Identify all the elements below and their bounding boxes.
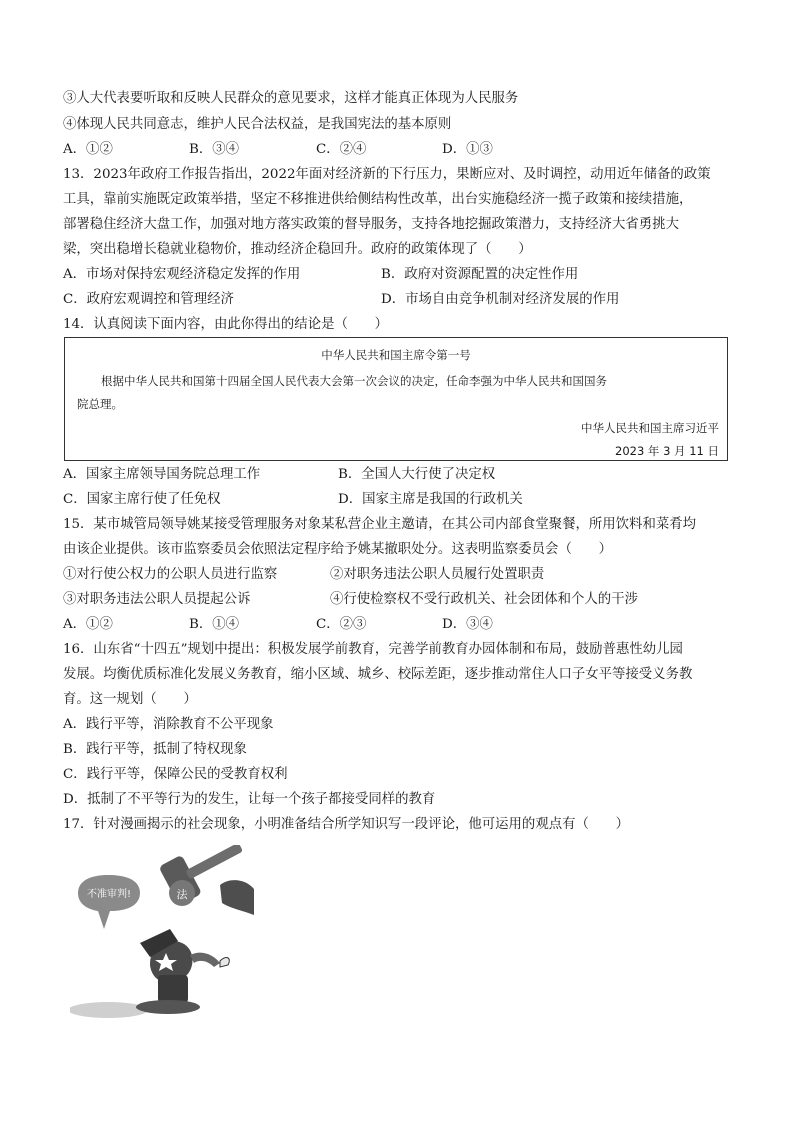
q15-option-d: D．③④ [442, 617, 493, 632]
q15-item-4: ④行使检察权不受行政机关、社会团体和个人的干涉 [330, 592, 638, 607]
q15-stem-line: 15．某市城管局领导姚某接受管理服务对象某私营企业主邀请，在其公司内部食堂聚餐，所用饮料和菜肴均 [63, 517, 697, 532]
q13-option-a: A．市场对保持宏观经济稳定发挥的作用 [63, 267, 301, 282]
decree-date: 2023 年 3 月 11 日 [615, 444, 719, 458]
q13-option-d: D．市场自由竞争机制对经济发展的作用 [381, 292, 620, 307]
cartoon-illustration [70, 845, 255, 1020]
q16-option-c: C．践行平等，保障公民的受教育权利 [63, 767, 288, 782]
speech-bubble-text: 不准审判! [86, 889, 132, 900]
q14-stem: 14．认真阅读下面内容，由此你得出的结论是（ ） [63, 317, 389, 332]
q13-option-b: B．政府对资源配置的决定性作用 [381, 267, 579, 282]
q15-option-c: C．②③ [316, 617, 367, 632]
decree-signer: 中华人民共和国主席习近平 [581, 421, 719, 435]
q13-stem-line: 13．2023年政府工作报告指出，2022年面对经济新的下行压力，果断应对、及时调控，动用近年储备的政策 [63, 167, 711, 182]
q16-option-d: D．抵制了不平等行为的发生，让每一个孩子都接受同样的教育 [63, 792, 436, 807]
q12-option-d: D．①③ [442, 142, 493, 157]
q13-stem-line: 部署稳住经济大盘工作，加强对地方落实政策的督导服务，支持各地挖掘政策潜力，支持经济大省勇挑大 [63, 217, 679, 232]
q14-option-a: A．国家主席领导国务院总理工作 [63, 467, 261, 482]
q15-item-2: ②对职务违法公职人员履行处置职责 [330, 567, 545, 582]
q15-stem-line: 由该企业提供。该市监察委员会依照法定程序给予姚某撤职处分。这表明监察委员会（ ） [63, 542, 613, 557]
q15-item-3: ③对职务违法公职人员提起公诉 [63, 592, 251, 607]
gavel-text: 法 [176, 888, 188, 901]
q12-option-b: B．③④ [189, 142, 240, 157]
q13-option-c: C．政府宏观调控和管理经济 [63, 292, 234, 307]
q12-item-4: ④体现人民共同意志，维护人民合法权益，是我国宪法的基本原则 [63, 117, 452, 132]
q12-item-3: ③人大代表要听取和反映人民群众的意见要求，这样才能真正体现为人民服务 [63, 91, 519, 106]
q15-item-1: ①对行使公权力的公职人员进行监察 [63, 567, 278, 582]
q14-option-b: B．全国人大行使了决定权 [338, 467, 496, 482]
q12-option-a: A．①② [63, 142, 113, 157]
decree-body-line: 根据中华人民共和国第十四届全国人民代表大会第一次会议的决定，任命李强为中华人民共和国国务 [101, 374, 607, 388]
q15-option-b: B．①④ [189, 617, 240, 632]
decree-box [64, 337, 728, 461]
q14-option-d: D．国家主席是我国的行政机关 [338, 492, 523, 507]
q16-stem-line: 育。这一规划（ ） [63, 692, 197, 707]
q14-option-c: C．国家主席行使了任免权 [63, 492, 221, 507]
q16-stem-line: 16．山东省“十四五”规划中提出：积极发展学前教育，完善学前教育办园体制和布局，鼓励普惠性幼儿园 [63, 642, 683, 657]
q13-stem-line: 梁，突出稳增长稳就业稳物价，推动经济企稳回升。政府的政策体现了（ ） [63, 242, 532, 257]
q16-option-b: B．践行平等，抵制了特权现象 [63, 742, 247, 757]
decree-title: 中华人民共和国主席令第一号 [321, 348, 471, 362]
q15-option-a: A．①② [63, 617, 113, 632]
q12-option-c: C．②④ [316, 142, 367, 157]
q16-option-a: A．践行平等，消除教育不公平现象 [63, 717, 274, 732]
q13-stem-line: 工具，靠前实施既定政策举措，坚定不移推进供给侧结构性改革，出台实施稳经济一揽子政策和接续措施， [63, 192, 693, 207]
decree-body-line: 院总理。 [77, 397, 123, 411]
q17-stem: 17．针对漫画揭示的社会现象，小明准备结合所学知识写一段评论，他可运用的观点有（ ） [63, 817, 630, 832]
q16-stem-line: 发展。均衡优质标准化发展义务教育，缩小区域、城乡、校际差距，逐步推动常住人口子女平等接受义务教 [63, 667, 693, 682]
